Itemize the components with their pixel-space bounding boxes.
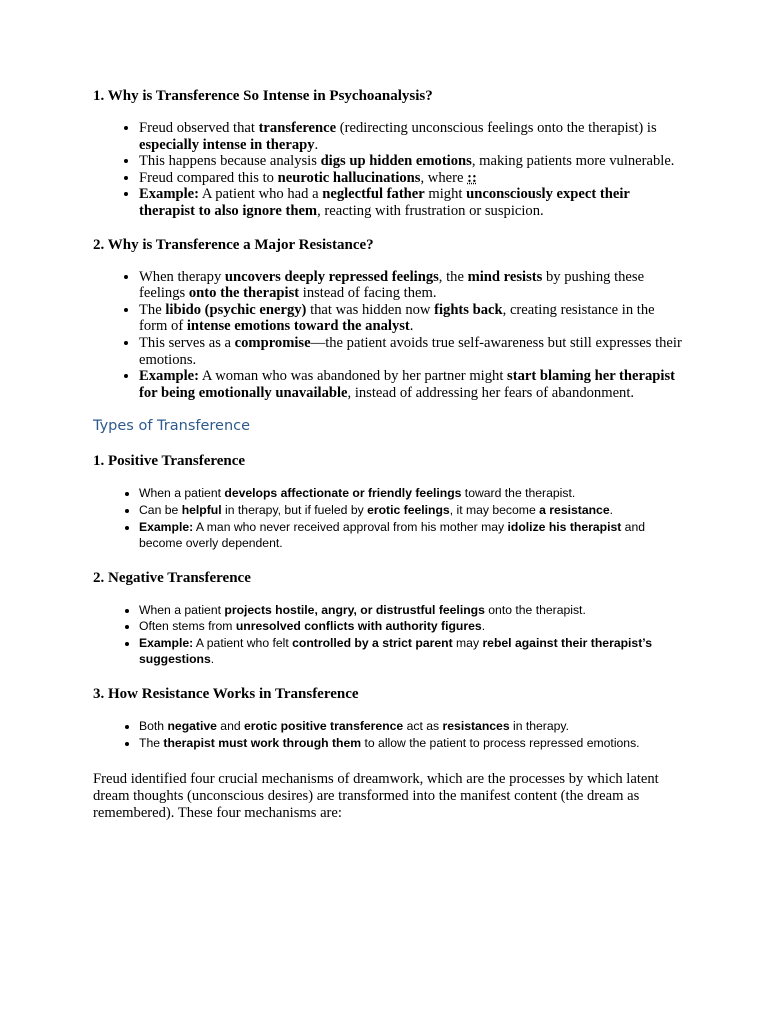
text: A patient who felt bbox=[193, 635, 293, 650]
list-item bbox=[139, 120, 683, 153]
text: . bbox=[609, 502, 613, 517]
list-item bbox=[139, 735, 683, 752]
text: Freud compared this to bbox=[139, 169, 278, 186]
bold-text: intense emotions toward the analyst bbox=[186, 318, 410, 335]
bold-text: compromise bbox=[234, 334, 311, 351]
text: instead of facing them. bbox=[299, 285, 437, 302]
bold-text: erotic positive transference bbox=[244, 719, 404, 734]
closing-paragraph: Freud identified four crucial mechanisms of dreamwork, which are the processes by which latent dream thoughts (unconscious desires) are transformed into the manifest content (the dream as remembered). These four mechanisms are: bbox=[93, 771, 659, 822]
text: toward the therapist. bbox=[461, 486, 576, 501]
text: onto the therapist. bbox=[484, 602, 586, 617]
text: , creating resistance in the form of bbox=[139, 301, 655, 335]
bullet-list bbox=[93, 485, 683, 551]
bold-text: unconsciously expect their therapist to also ignore them bbox=[139, 186, 630, 219]
text: , the bbox=[438, 268, 468, 285]
text: , where bbox=[420, 169, 468, 186]
bold-text: :: bbox=[467, 169, 477, 186]
bold-text: develops affectionate or friendly feelings bbox=[224, 486, 462, 501]
list-item bbox=[139, 186, 683, 219]
types-heading: Types of Transference bbox=[93, 418, 251, 435]
text: , it may become bbox=[449, 502, 540, 517]
section-heading: 1. Why is Transference So Intense in Psychoanalysis? bbox=[93, 88, 433, 104]
text: , making patients more vulnerable. bbox=[471, 153, 675, 170]
text: and become overly dependent. bbox=[139, 519, 646, 551]
text: might bbox=[424, 186, 467, 203]
text: . bbox=[409, 318, 414, 335]
bold-text: idolize his therapist bbox=[507, 519, 622, 534]
text: When a patient bbox=[139, 486, 225, 501]
bold-text: projects hostile, angry, or distrustful feelings bbox=[224, 602, 485, 617]
list-item bbox=[139, 618, 683, 635]
text: The bbox=[139, 301, 166, 318]
text: When therapy bbox=[139, 268, 225, 285]
list-item bbox=[139, 335, 683, 368]
bold-text: Example: bbox=[139, 635, 194, 650]
text: may bbox=[452, 635, 483, 650]
list-item bbox=[139, 635, 683, 668]
bold-text: negative bbox=[167, 719, 217, 734]
list-item bbox=[139, 602, 683, 619]
list-item bbox=[139, 302, 683, 335]
bullet-list bbox=[93, 718, 683, 751]
text: Can be bbox=[139, 502, 182, 517]
bold-text: onto the therapist bbox=[188, 285, 300, 302]
text: Both bbox=[139, 719, 168, 734]
bullet-list bbox=[93, 602, 683, 668]
bold-text: start blaming her therapist for being emotionally unavailable bbox=[139, 368, 675, 401]
bullet-list bbox=[93, 120, 683, 220]
document-page bbox=[93, 86, 683, 822]
text: A woman who was abandoned by her partner might bbox=[199, 368, 508, 385]
list-item bbox=[139, 485, 683, 502]
text: act as bbox=[403, 719, 443, 734]
list-item bbox=[139, 269, 683, 302]
bullet-list bbox=[93, 269, 683, 402]
text: , reacting with frustration or suspicion. bbox=[317, 202, 544, 219]
section-heading: 2. Negative Transference bbox=[93, 569, 251, 586]
text: This happens because analysis bbox=[139, 153, 321, 170]
bold-text: erotic feelings bbox=[367, 502, 450, 517]
bold-text: unresolved conflicts with authority figures bbox=[235, 619, 482, 634]
text: by pushing these feelings bbox=[139, 268, 645, 302]
bold-text: fights back bbox=[434, 301, 503, 318]
text: . bbox=[314, 136, 319, 153]
list-item bbox=[139, 718, 683, 735]
text: to allow the patient to process repressed emotions. bbox=[361, 735, 640, 750]
bold-text: Example: bbox=[139, 368, 199, 385]
text: in therapy, but if fueled by bbox=[221, 502, 368, 517]
text: . bbox=[210, 652, 215, 667]
list-item bbox=[139, 519, 683, 552]
text: in therapy. bbox=[509, 719, 569, 734]
text: Freud observed that bbox=[139, 120, 259, 136]
text: When a patient bbox=[139, 602, 225, 617]
text: , instead of addressing her fears of abandonment. bbox=[347, 384, 635, 401]
bold-text: therapist must work through them bbox=[163, 735, 362, 750]
bold-text: helpful bbox=[181, 502, 222, 517]
bold-text: neurotic hallucinations bbox=[277, 169, 421, 186]
text: that was hidden now bbox=[306, 301, 435, 318]
bold-text: mind resists bbox=[467, 268, 543, 285]
text: and bbox=[216, 719, 245, 734]
list-item bbox=[139, 170, 683, 187]
section-heading: 3. How Resistance Works in Transference bbox=[93, 686, 359, 703]
list-item bbox=[139, 153, 683, 170]
text: . bbox=[481, 619, 486, 634]
text: A man who never received approval from his mother may bbox=[193, 519, 508, 534]
text: The bbox=[139, 735, 164, 750]
bold-text: uncovers deeply repressed feelings bbox=[224, 268, 439, 285]
bold-text: a resistance bbox=[539, 502, 610, 517]
bold-text: libido (psychic energy) bbox=[165, 301, 307, 318]
bold-text: especially intense in therapy bbox=[139, 136, 315, 153]
text: (redirecting unconscious feelings onto the therapist) is bbox=[336, 120, 657, 136]
bold-text: Example: bbox=[139, 519, 194, 534]
bold-text: controlled by a strict parent bbox=[292, 635, 453, 650]
bold-text: Example: bbox=[139, 186, 199, 203]
text: —the patient avoids true self-awareness but still expresses their emotions. bbox=[139, 334, 682, 368]
list-item bbox=[139, 502, 683, 519]
list-item bbox=[139, 368, 683, 401]
bold-text: rebel against their therapist’s suggestions bbox=[139, 635, 652, 667]
text: A patient who had a bbox=[199, 186, 323, 203]
section-heading: 1. Positive Transference bbox=[93, 453, 246, 470]
bold-text: transference bbox=[258, 120, 337, 136]
bold-text: neglectful father bbox=[322, 186, 425, 203]
text: This serves as a bbox=[139, 334, 235, 351]
text: Often stems from bbox=[139, 619, 236, 634]
section-heading: 2. Why is Transference a Major Resistance? bbox=[93, 236, 374, 253]
bold-text: digs up hidden emotions bbox=[320, 153, 472, 170]
bold-text: resistances bbox=[442, 719, 510, 734]
